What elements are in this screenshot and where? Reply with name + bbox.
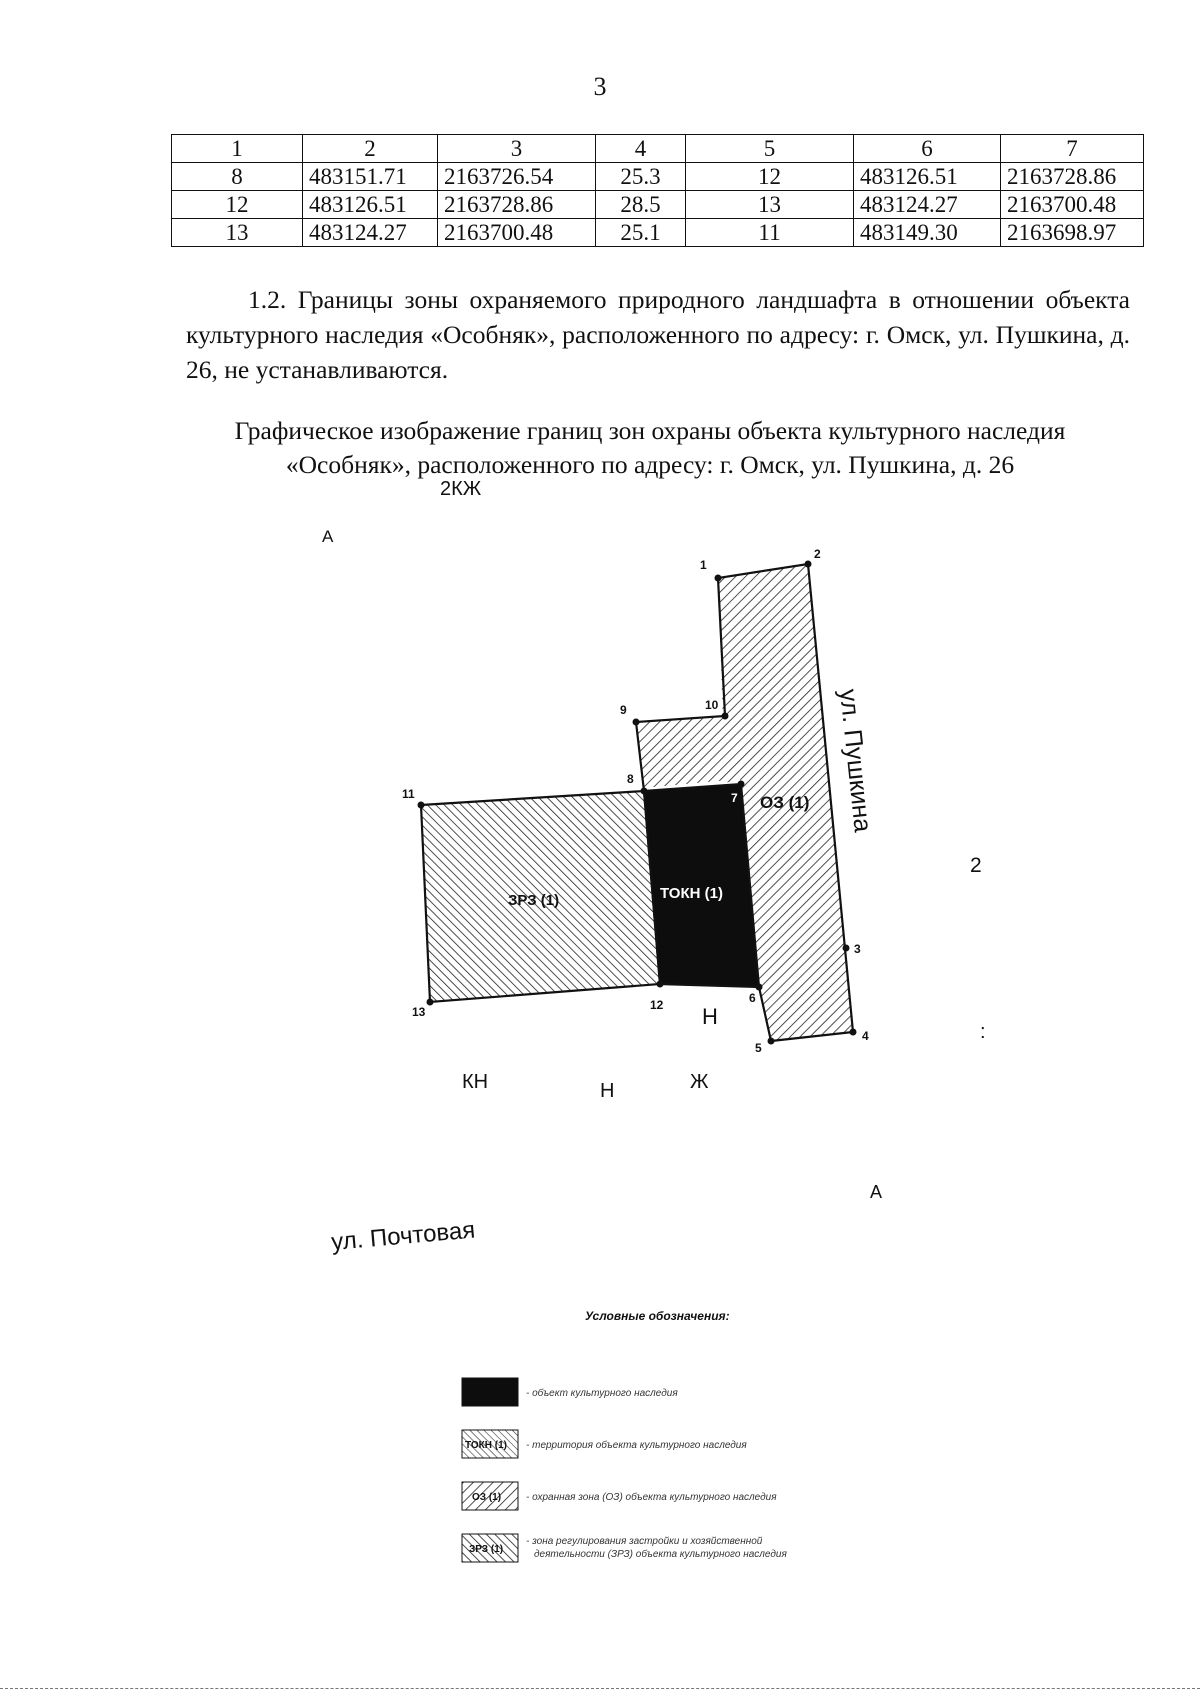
- point-label: 2: [814, 547, 821, 561]
- table-cell: 28.5: [596, 191, 686, 219]
- oz-zone-upper-left: [636, 716, 740, 788]
- table-cell: 12: [686, 163, 854, 191]
- zone-code-bottom-mid: Н: [600, 1080, 615, 1102]
- zone-code-top-left: А: [322, 527, 334, 546]
- bottom-divider: [0, 1688, 1200, 1689]
- point-label: 10: [705, 698, 719, 712]
- table-cell: 2163728.86: [438, 191, 596, 219]
- zone-code-top: 2КЖ: [440, 480, 482, 500]
- zone-code-bottom-left: КН: [462, 1071, 489, 1093]
- table-cell: 483126.51: [303, 191, 438, 219]
- table-header-cell: 2: [303, 135, 438, 163]
- table-cell: 25.1: [596, 219, 686, 247]
- table-cell: 2163728.86: [1001, 163, 1144, 191]
- point-label: 13: [412, 1005, 426, 1019]
- table-header-cell: 5: [686, 135, 854, 163]
- table-cell: 483151.71: [303, 163, 438, 191]
- table-cell: 2163726.54: [438, 163, 596, 191]
- table-cell: 483124.27: [303, 219, 438, 247]
- legend-swatch-oz-label: ОЗ (1): [472, 1492, 502, 1503]
- table-header-row: [172, 135, 1144, 163]
- street-label-pushkina: ул. Пушкина: [834, 687, 877, 834]
- table-cell: 483126.51: [854, 163, 1001, 191]
- legend-title: Условные обозначения:: [585, 1309, 730, 1323]
- legend-text-tokn: - территория объекта культурного наследия: [526, 1440, 747, 1451]
- table-cell: 483149.30: [854, 219, 1001, 247]
- paragraph-1-2: 1.2. Границы зоны охраняемого природного ландшафта в отношении объекта культурного наследия «Особняк», расположенного по адресу: г. Омск, ул. Пушкина, д. 26, не устанавливаются.: [186, 285, 1130, 384]
- table-cell: 13: [686, 191, 854, 219]
- zrz-label: ЗРЗ (1): [508, 892, 560, 909]
- tokn-label: ТОКН (1): [660, 885, 723, 902]
- point-label: 5: [755, 1041, 762, 1055]
- table-header-cell: 4: [596, 135, 686, 163]
- map-legend: [462, 1309, 787, 1562]
- table-header-cell: 6: [854, 135, 1001, 163]
- zone-code-lower-right: А: [870, 1182, 883, 1202]
- legend-swatch-zrz-label: ЗРЗ (1): [469, 1544, 504, 1555]
- point-label: 11: [402, 787, 415, 801]
- point-label: 7: [731, 791, 738, 805]
- table-row: [172, 163, 1144, 191]
- oz-zone-label: ОЗ (1): [760, 793, 810, 812]
- table-cell: 2163698.97: [1001, 219, 1144, 247]
- table-cell: 483124.27: [854, 191, 1001, 219]
- zone-code-bottom-right: Ж: [690, 1071, 709, 1093]
- point-label: 6: [749, 991, 756, 1005]
- table-cell: 12: [172, 191, 303, 219]
- point-label: 4: [862, 1029, 869, 1043]
- table-cell: 11: [686, 219, 854, 247]
- table-row: [172, 191, 1144, 219]
- table-row: [172, 219, 1144, 247]
- table-cell: 8: [172, 163, 303, 191]
- point-label: 12: [650, 998, 664, 1012]
- zone-code-right: 2: [970, 854, 982, 877]
- legend-text-object: - объект культурного наследия: [526, 1388, 678, 1399]
- figure-caption: [150, 414, 1150, 482]
- point-label: 1: [700, 558, 707, 572]
- street-label-pochtovaya: ул. Почтовая: [330, 1216, 477, 1256]
- table-header-cell: 3: [438, 135, 596, 163]
- point-label: 9: [620, 703, 627, 717]
- table-cell: 2163700.48: [438, 219, 596, 247]
- table-cell: 25.3: [596, 163, 686, 191]
- zone-code-far-right: :: [980, 1021, 986, 1043]
- legend-text-zrz: - зона регулирования застройки и хозяйственной: [526, 1536, 763, 1547]
- table-cell: 2163700.48: [1001, 191, 1144, 219]
- point-label: 8: [627, 772, 634, 786]
- legend-swatch-tokn-label: ТОКН (1): [465, 1440, 507, 1451]
- legend-swatch-object: [462, 1378, 518, 1406]
- zone-code-near-point-12: Н: [702, 1004, 718, 1029]
- table-header-cell: 7: [1001, 135, 1144, 163]
- legend-text-oz: - охранная зона (ОЗ) объекта культурного наследия: [526, 1492, 777, 1503]
- zone-map: [0, 480, 1200, 1580]
- point-label: 3: [854, 942, 861, 956]
- table-header-cell: 1: [172, 135, 303, 163]
- page-number: 3: [593, 72, 607, 101]
- caption-line-2: «Особняк», расположенного по адресу: г. Омск, ул. Пушкина, д. 26: [285, 450, 1015, 479]
- caption-line-1: Графическое изображение границ зон охраны объекта культурного наследия: [234, 416, 1066, 445]
- legend-text-zrz-line-2: деятельности (ЗРЗ) объекта культурного наследия: [534, 1549, 787, 1560]
- table-cell: 13: [172, 219, 303, 247]
- coordinates-table: [171, 134, 1144, 247]
